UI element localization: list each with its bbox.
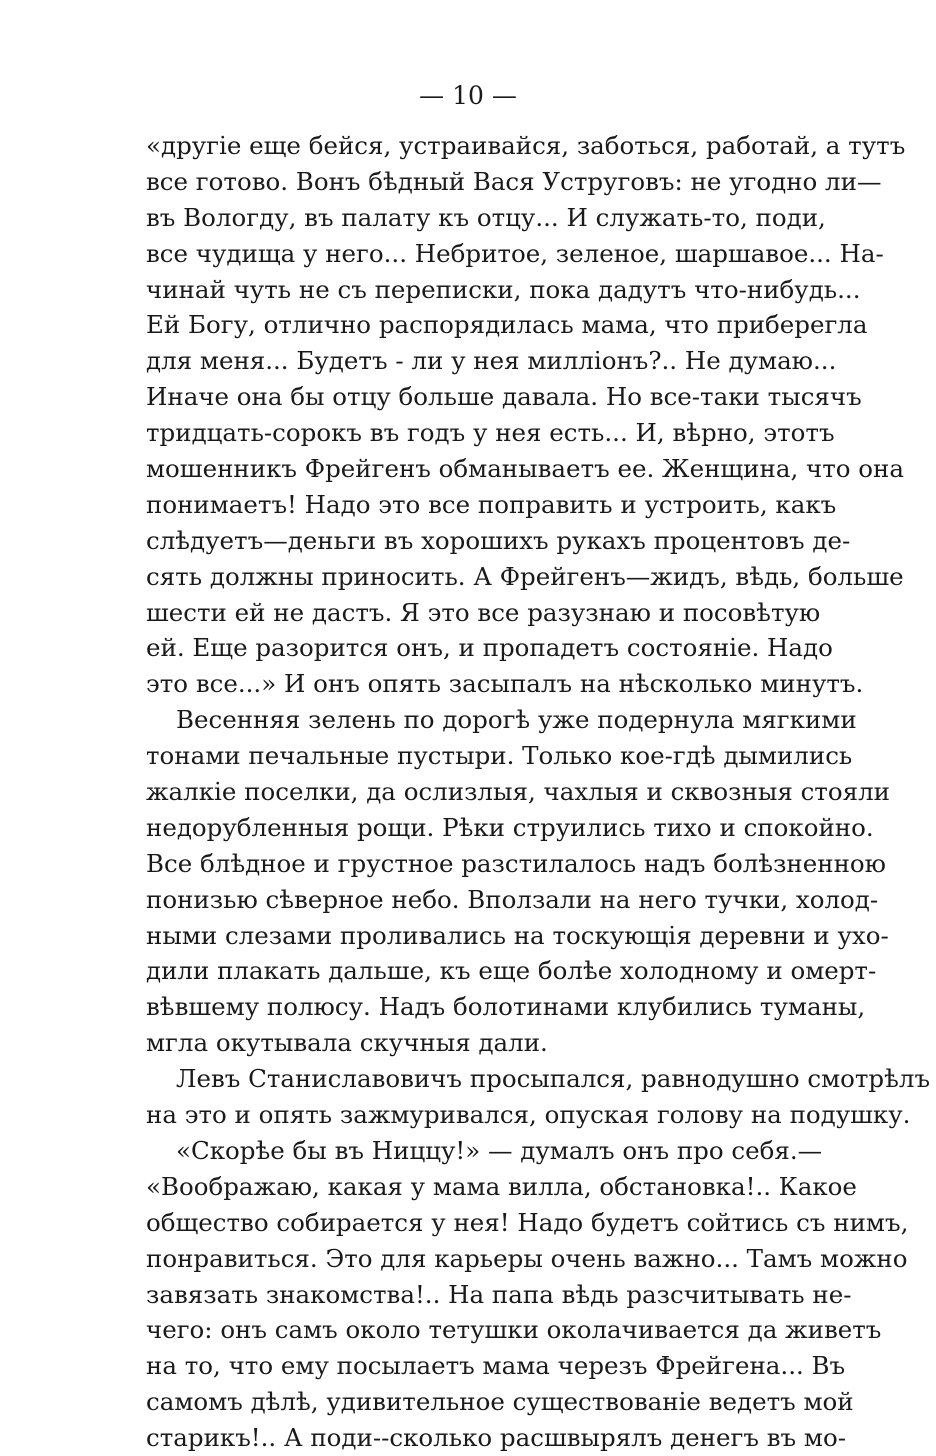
text-line: ей. Еще разорится онъ, и пропадетъ состояніе. Надо <box>146 633 833 663</box>
text-line: понизью сѣверное небо. Вползали на него тучки, холод- <box>146 884 879 914</box>
text-line: шести ей не дастъ. Я это все разузнаю и посовѣтую <box>146 597 821 627</box>
text-line: слѣдуетъ—деньги въ хорошихъ рукахъ процентовъ де- <box>146 525 851 555</box>
text-line: дили плакать дальше, къ еще болѣе холодному и омерт- <box>146 956 877 986</box>
paragraph-first-line: Весенняя зелень по дорогѣ уже подернула мягкими <box>176 705 857 735</box>
text-line: тонами печальные пустыри. Только кое-гдѣ дымились <box>146 741 853 771</box>
paragraph-last-line: на это и опять зажмуривался, опуская голову на подушку. <box>146 1100 911 1130</box>
text-line: самомъ дѣлѣ, удивительное существованіе ведетъ мой <box>146 1387 854 1417</box>
text-line: Все блѣдное и грустное разстилалось надъ болѣзненною <box>146 848 887 878</box>
text-line: все готово. Вонъ бѣдный Вася Уструговъ: не угодно ли— <box>146 166 882 196</box>
text-line: въ Вологду, въ палату къ отцу... И служать-то, поди, <box>146 202 826 232</box>
text-line: жалкіе поселки, да ослизлыя, чахлыя и сквозныя стояли <box>146 777 890 807</box>
text-line: Иначе она бы отцу больше давала. Но все-таки тысячъ <box>146 382 862 412</box>
text-line: тридцать-сорокъ въ годъ у нея есть... И, вѣрно, этотъ <box>146 418 835 448</box>
text-line: мошенникъ Фрейгенъ обманываетъ ее. Женщина, что она <box>146 454 904 484</box>
text-line: ными слезами проливались на тоскующія деревни и ухо- <box>146 920 889 950</box>
page-number: — 10 — <box>419 81 517 110</box>
text-line: Ей Богу, отлично распорядилась мама, что приберегла <box>146 310 868 340</box>
text-line: недорубленныя рощи. Рѣки струились тихо и спокойно. <box>146 812 874 842</box>
body-text <box>146 128 931 1456</box>
text-line: «другіе еще бейся, устраивайся, заботься, работай, а тутъ <box>146 131 906 160</box>
text-line: на то, что ему посылаетъ мама черезъ Фрейгена... Въ <box>146 1351 846 1381</box>
text-line: чинай чуть не съ переписки, пока дадутъ что-нибудь... <box>146 274 861 304</box>
text-line: общество собирается у нея! Надо будетъ сойтись съ нимъ, <box>146 1207 909 1237</box>
paragraph-first-line: Левъ Станиславовичъ просыпался, равнодушно смотрѣлъ <box>176 1064 931 1094</box>
text-line: все чудища у него... Небритое, зеленое, шаршавое... На- <box>146 238 884 268</box>
text-line: вѣвшему полюсу. Надъ болотинами клубились туманы, <box>146 992 866 1022</box>
text-line: старикъ!.. А поди--сколько расшвырялъ денегъ въ мо- <box>146 1423 846 1453</box>
text-line: чего: онъ самъ около тетушки околачивается да живетъ <box>146 1315 882 1345</box>
paragraph-first-line: «Скорѣе бы въ Ниццу!» — думалъ онъ про себя.— <box>176 1135 823 1165</box>
text-line: «Воображаю, какая у мама вилла, обстановка!.. Какое <box>146 1171 857 1201</box>
paragraph-last-line: мгла окутывала скучныя дали. <box>146 1028 548 1058</box>
text-line: понравиться. Это для карьеры очень важно... Тамъ можно <box>146 1243 908 1273</box>
text-line: для меня... Будетъ - ли у нея милліонъ?.. Не думаю... <box>146 346 837 376</box>
text-line: понимаетъ! Надо это все поправить и устроить, какъ <box>146 489 837 519</box>
paragraph-last-line: это все...» И онъ опять засыпалъ на нѣсколько минутъ. <box>146 669 864 699</box>
text-line: завязать знакомства!.. На папа вѣдь разсчитывать не- <box>146 1279 852 1309</box>
text-line: сять должны приносить. А Фрейгенъ—жидъ, вѣдь, больше <box>146 561 904 591</box>
